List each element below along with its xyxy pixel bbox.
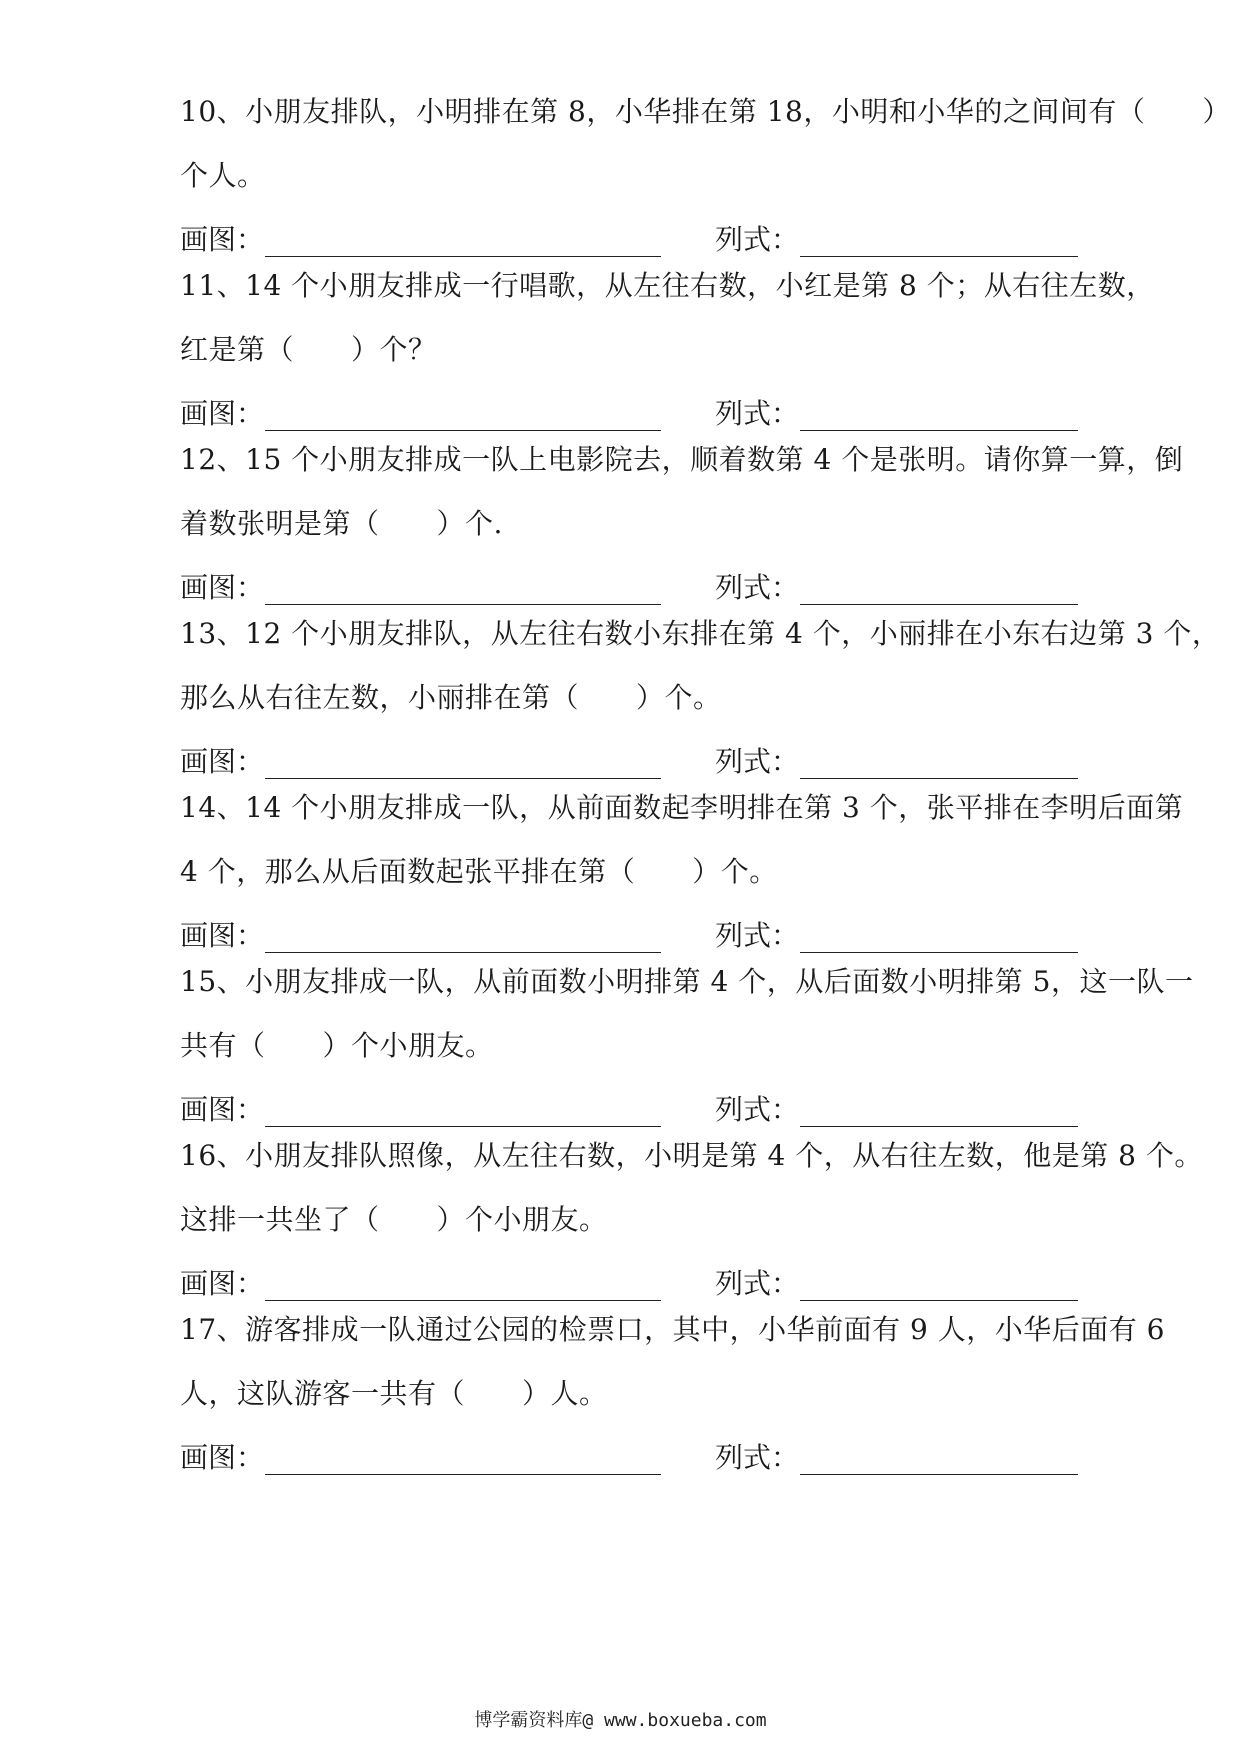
formula-label: 列式： (715, 223, 800, 256)
question-line: 共有（ ）个小朋友。 (180, 1029, 494, 1062)
answer-row (180, 919, 1190, 959)
footer-watermark: 博学霸资料库@ www.boxueba.com (474, 1710, 767, 1731)
formula-answer-blank[interactable] (800, 778, 1078, 779)
question-line: 12、15 个小朋友排成一队上电影院去，顺着数第 4 个是张明。请你算一算，倒 (180, 443, 1184, 476)
draw-answer-blank[interactable] (265, 256, 661, 257)
question-line: 11、14 个小朋友排成一行唱歌，从左往右数，小红是第 8 个；从右往左数， (180, 269, 1155, 302)
formula-answer-blank[interactable] (800, 256, 1078, 257)
formula-label: 列式： (715, 745, 800, 778)
draw-answer-blank[interactable] (265, 778, 661, 779)
question-line: 15、小朋友排成一队，从前面数小明排第 4 个，从后面数小明排第 5，这一队一 (180, 965, 1194, 998)
formula-label: 列式： (715, 571, 800, 604)
draw-answer-blank[interactable] (265, 1474, 661, 1475)
formula-answer-blank[interactable] (800, 1474, 1078, 1475)
answer-row (180, 1267, 1190, 1307)
formula-answer-blank[interactable] (800, 1126, 1078, 1127)
question-line: 人，这队游客一共有（ ）人。 (180, 1377, 608, 1410)
draw-label: 画图： (180, 397, 265, 430)
draw-answer-blank[interactable] (265, 952, 661, 953)
answer-row (180, 1441, 1190, 1481)
draw-answer-blank[interactable] (265, 1126, 661, 1127)
formula-label: 列式： (715, 1441, 800, 1474)
question-line: 14、14 个小朋友排成一队，从前面数起李明排在第 3 个，张平排在李明后面第 (180, 791, 1184, 824)
answer-row (180, 745, 1190, 785)
question-line: 这排一共坐了（ ）个小朋友。 (180, 1203, 608, 1236)
question-line: 4 个，那么从后面数起张平排在第（ ）个。 (180, 855, 778, 888)
draw-answer-blank[interactable] (265, 430, 661, 431)
question-line: 16、小朋友排队照像，从左往右数，小明是第 4 个，从右往左数，他是第 8 个。 (180, 1139, 1203, 1172)
formula-label: 列式： (715, 1093, 800, 1126)
answer-row (180, 397, 1190, 437)
question-line: 17、游客排成一队通过公园的检票口，其中，小华前面有 9 人，小华后面有 6 (180, 1313, 1165, 1346)
draw-label: 画图： (180, 1093, 265, 1126)
question-line: 着数张明是第（ ）个. (180, 507, 503, 540)
question-line: 13、12 个小朋友排队，从左往右数小东排在第 4 个，小丽排在小东右边第 3 个， (180, 617, 1221, 650)
formula-answer-blank[interactable] (800, 952, 1078, 953)
draw-label: 画图： (180, 1267, 265, 1300)
question-line: 个人。 (180, 159, 266, 192)
draw-label: 画图： (180, 745, 265, 778)
draw-answer-blank[interactable] (265, 604, 661, 605)
formula-answer-blank[interactable] (800, 604, 1078, 605)
formula-answer-blank[interactable] (800, 1300, 1078, 1301)
answer-row (180, 1093, 1190, 1133)
formula-label: 列式： (715, 397, 800, 430)
draw-label: 画图： (180, 223, 265, 256)
draw-label: 画图： (180, 919, 265, 952)
draw-label: 画图： (180, 571, 265, 604)
formula-answer-blank[interactable] (800, 430, 1078, 431)
draw-answer-blank[interactable] (265, 1300, 661, 1301)
answer-row (180, 571, 1190, 611)
draw-label: 画图： (180, 1441, 265, 1474)
question-line: 10、小朋友排队，小明排在第 8，小华排在第 18，小明和小华的之间间有（ ） (180, 95, 1231, 128)
formula-label: 列式： (715, 919, 800, 952)
question-line: 那么从右往左数，小丽排在第（ ）个。 (180, 681, 722, 714)
answer-row (180, 223, 1190, 263)
question-line: 红是第（ ）个？ (180, 333, 437, 366)
formula-label: 列式： (715, 1267, 800, 1300)
